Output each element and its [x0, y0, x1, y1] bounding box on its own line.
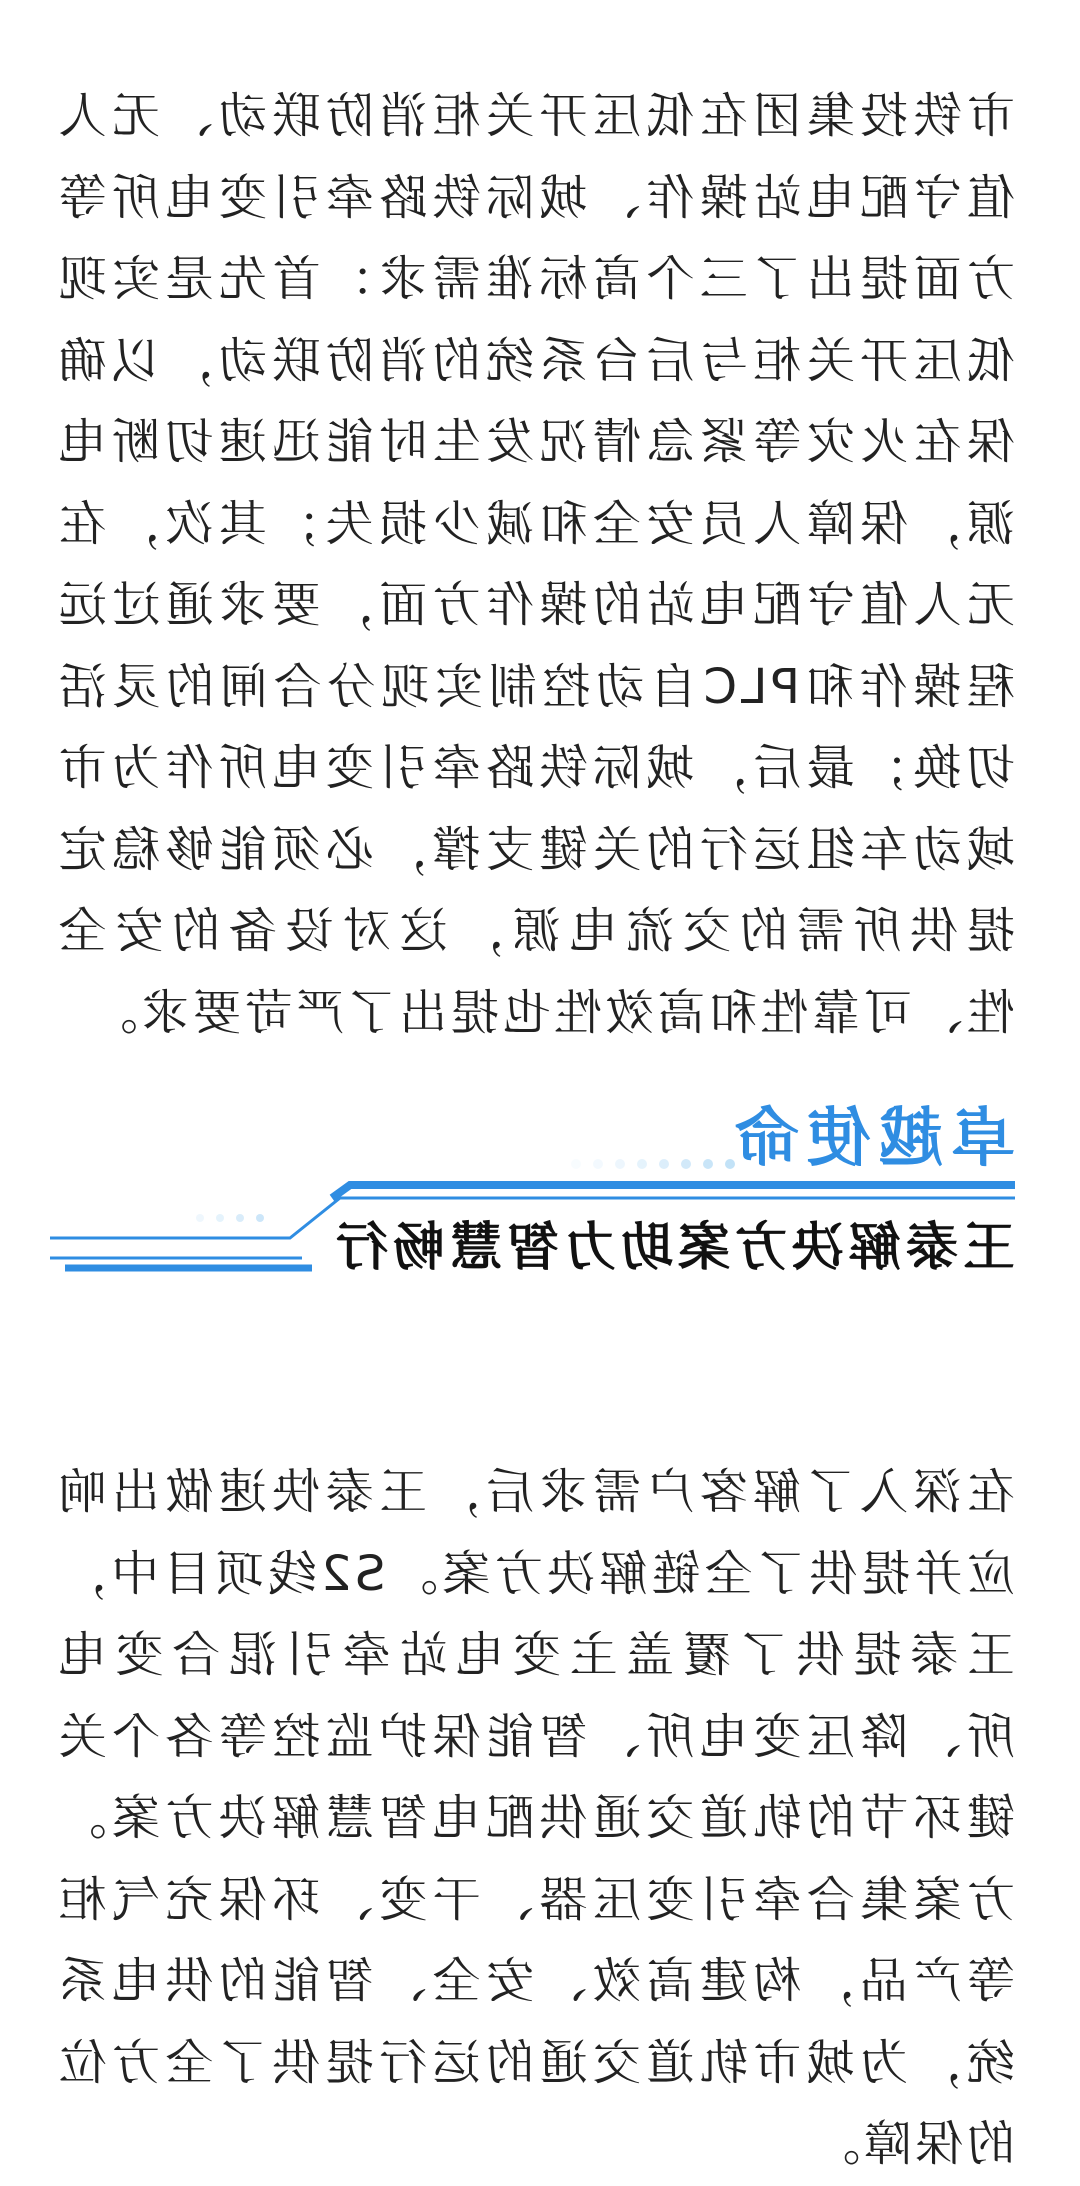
section-heading — [0, 1080, 1080, 1310]
title-dot-trail — [571, 1159, 735, 1169]
connector-dot-trail — [196, 1214, 264, 1222]
intro-paragraph: 市铁投集团在低压开关柜消防联动、无人值守配电站操作、城际铁路牵引变电所等方面提出了三个高标准需求：首先是实现低压开关柜与后台系统的消防联动，以确保在火灾等紧急情况发生时能迅速切断电源，保障人员安全和减少损失；其次，在无人值守配电站的操作方面，要求通过远程操作和PLC自动控制实现分合闸的灵活切换；最后，城际铁路牵引变电所作为市域动车组运行的关键支撑，必须能够稳定提供所需的交流电源，这对设备的安全性、可靠性和高效性也提出了严苛要求。 — [55, 88, 1015, 1041]
solution-paragraph: 在深入了解客户需求后，王泰快速做出响应并提供了全链解决方案。S2线项目中，王泰提供了覆盖主变电站牵引混合变电所、降压变电所、智能保护监控等各个关键环节的轨道交通供配电智慧解决方案。方案集合牵引变压器、干变、环保充气柜等产品，构建高效、安全、智能的供电系统，为城市轨道交通的运行提供了全方位的保障。 — [55, 1464, 1015, 2172]
section-title: 卓越使命 — [727, 1102, 1015, 1176]
swoosh-upper — [332, 1185, 1015, 1198]
section-subtitle: 王泰解决方案助力智慧畅行 — [330, 1218, 1015, 1278]
